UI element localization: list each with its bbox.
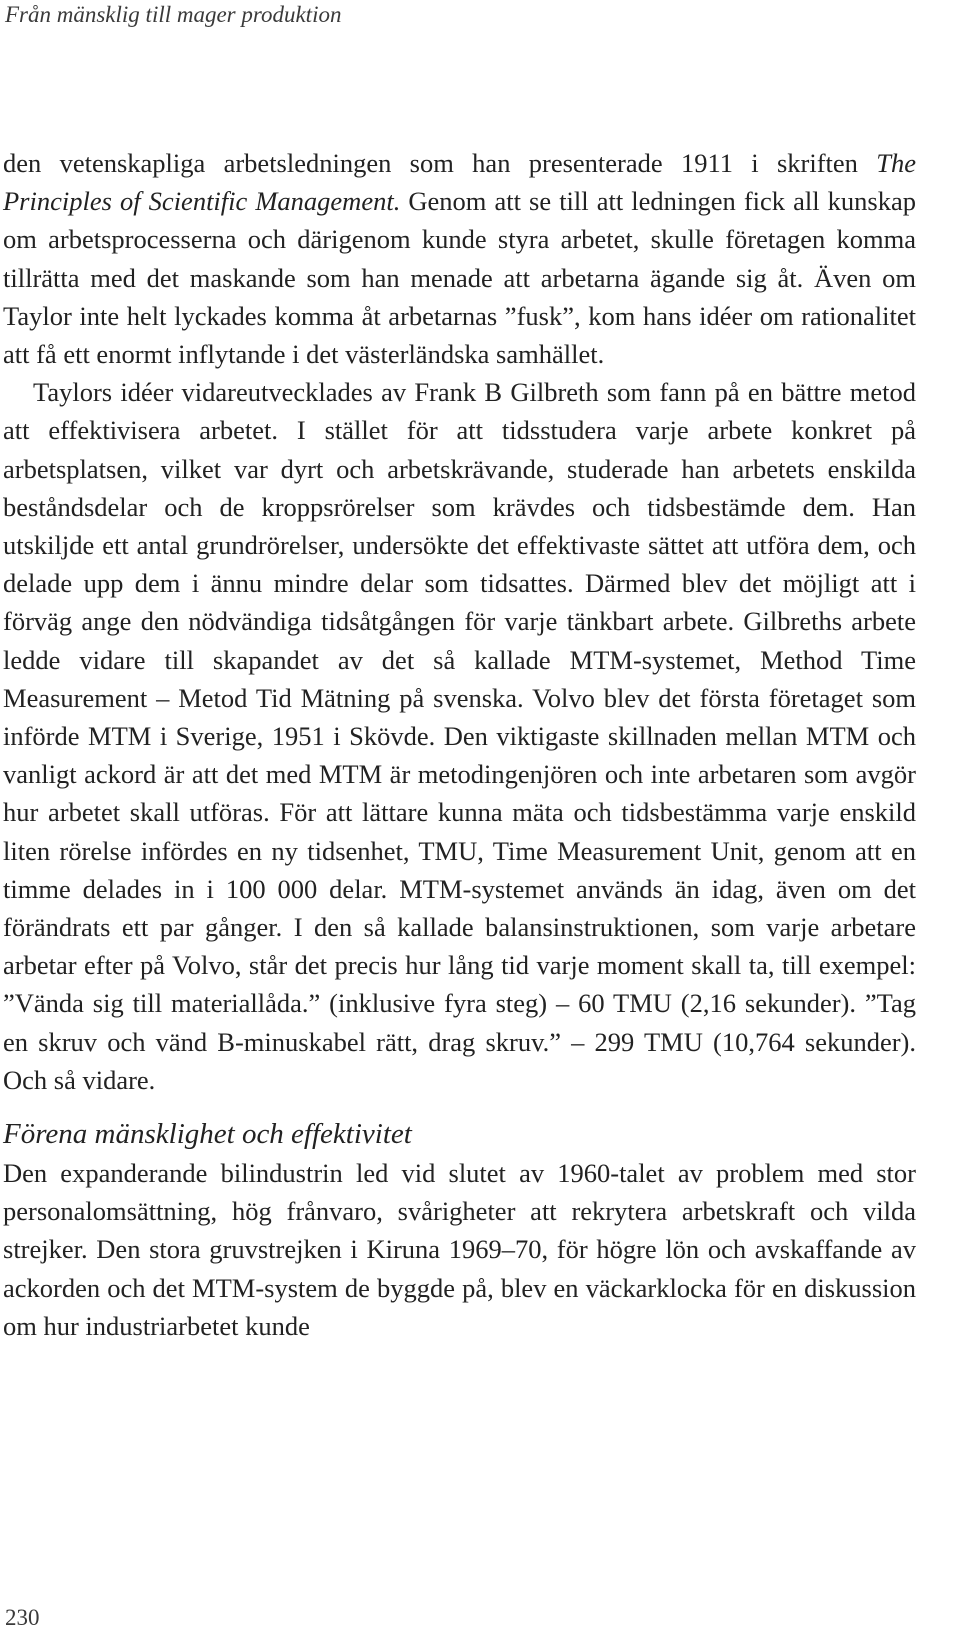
running-header: Från mänsklig till mager produktion bbox=[5, 2, 342, 27]
body-text bbox=[3, 144, 916, 1345]
section-heading: Förena mänsklighet och effektivitet bbox=[3, 1118, 412, 1151]
paragraph-1-lead: den vetenskapliga arbetsledningen som han presenterade 1911 i skriften bbox=[3, 148, 877, 178]
book-title: The Principles of Scientific Management. bbox=[3, 148, 916, 217]
paragraph-2: Taylors idéer vidareutvecklades av Frank B Gilbreth som fann på en bättre metod att effektivisera arbetet. I stället för att tidsstudera varje arbete konkret på arbetsplatsen, vilket var dyrt och arbetskrävande, studerade han arbetets enskilda beståndsdelar och de kroppsrörelser som krävdes och tidsbestämde dem. Han utskiljde ett antal grundrörelser, undersökte det effektivaste sättet att utföra dem, och delade upp dem i ännu mindre delar som tidsattes. Därmed blev det möjligt att i förväg ange den nödvändiga tidsåtgången för varje tänkbart arbete. Gilbreths arbete ledde vidare till skapandet av det så kallade MTM-systemet, Method Time Measurement – Metod Tid Mätning på svenska. Volvo blev det första företaget som införde MTM i Sverige, 1951 i Skövde. Den viktigaste skillnaden mellan MTM och vanligt ackord är att det med MTM är metodingenjören och inte arbetaren som avgör hur arbetet skall utföras. För att lättare kunna mäta och tidsbestämma varje enskild liten rörelse infördes en ny tidsenhet, TMU, Time Measurement Unit, genom att en timme delades in i 100 000 delar. MTM-systemet används än idag, även om det förändrats ett par gånger. I den så kallade balansinstruktionen, som varje arbetare arbetar efter på Volvo, står det precis hur lång tid varje moment skall ta, till exempel: ”Vända sig till materiallåda.” (inklusive fyra steg) – 60 TMU (2,16 sekunder). ”Tag en skruv och vänd B-minuskabel rätt, drag skruv.” – 299 TMU (10,764 sekunder). Och så vidare. bbox=[3, 377, 916, 1095]
paragraph-1 bbox=[3, 144, 916, 373]
page-number: 230 bbox=[5, 1605, 40, 1630]
paragraph-1-rest: Genom att se till att ledningen fick all kunskap om arbetsprocesserna och därigenom kunde styra arbetet, skulle företagen komma tillrätta med det maskande som han menade att arbetarna ägande sig åt. Även om Taylor inte helt lyckades komma åt arbetarnas ”fusk”, kom hans idéer om rationalitet att få ett enormt inflytande i det västerländska samhället. bbox=[3, 186, 916, 370]
section-paragraph: Den expanderande bilindustrin led vid slutet av 1960-talet av problem med stor personalomsättning, hög frånvaro, svårigheter att rekrytera arbetskraft och vilda strejker. Den stora gruvstrejken i Kiruna 1969–70, för högre lön och avskaffande av ackorden och det MTM-system de byggde på, blev en väckarklocka för en diskussion om hur industriarbetet kunde bbox=[3, 1158, 916, 1341]
